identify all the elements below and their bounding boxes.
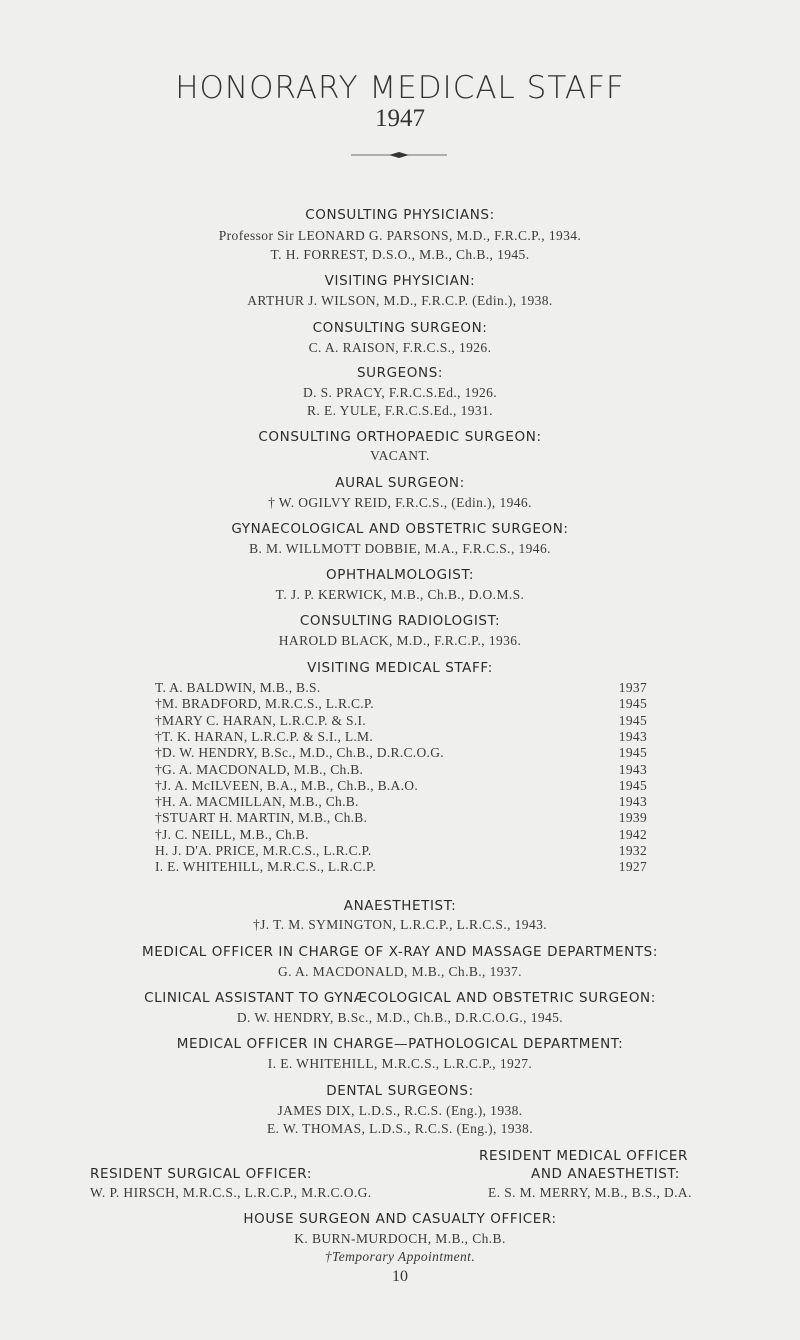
staff-entry: JAMES DIX, L.D.S., R.C.S. (Eng.), 1938.: [277, 1103, 523, 1118]
staff-year: 1943: [618, 761, 647, 777]
staff-row: [155, 778, 647, 794]
staff-row: [155, 696, 647, 712]
staff-year: 1937: [618, 680, 647, 695]
staff-name: H. J. D'A. PRICE, M.R.C.S., L.R.C.P.: [155, 843, 372, 858]
staff-name: †T. K. HARAN, L.R.C.P. & S.I., L.M.: [155, 728, 374, 744]
staff-name: †G. A. MACDONALD, M.B., Ch.B.: [155, 761, 364, 777]
staff-entry: D. W. HENDRY, B.Sc., M.D., Ch.B., D.R.C.O.G., 1945.: [236, 1010, 564, 1025]
staff-name: †J. A. McILVEEN, B.A., M.B., Ch.B., B.A.O.: [155, 777, 418, 793]
staff-year: 1939: [618, 810, 647, 826]
staff-entry: I. E. WHITEHILL, M.R.C.S., L.R.C.P., 1927.: [267, 1056, 533, 1071]
staff-entry: G. A. MACDONALD, M.B., Ch.B., 1937.: [278, 964, 522, 979]
dental-heading: DENTAL SURGEONS:: [326, 1083, 474, 1099]
xray-heading: MEDICAL OFFICER IN CHARGE OF X-RAY AND MASSAGE DEPARTMENTS:: [141, 944, 659, 960]
staff-row: [155, 827, 647, 843]
staff-year: 1943: [618, 794, 647, 810]
staff-row: [155, 680, 647, 696]
house-surgeon-heading: HOUSE SURGEON AND CASUALTY OFFICER:: [243, 1211, 557, 1227]
aural-surgeon-heading: AURAL SURGEON:: [335, 475, 465, 491]
staff-year: 1932: [618, 843, 647, 858]
staff-name: †D. W. HENDRY, B.Sc., M.D., Ch.B., D.R.C.O.G.: [155, 745, 444, 761]
staff-name: †M. BRADFORD, M.R.C.S., L.R.C.P.: [155, 696, 374, 712]
staff-entry: W. P. HIRSCH, M.R.C.S., L.R.C.P., M.R.C.O.G.: [90, 1185, 372, 1200]
gynaecological-heading: GYNAECOLOGICAL AND OBSTETRIC SURGEON:: [231, 521, 569, 537]
staff-entry: HAROLD BLACK, M.D., F.R.C.P., 1936.: [278, 633, 522, 648]
staff-year: 1945: [618, 777, 647, 793]
staff-year: 1945: [618, 712, 647, 728]
radiologist-heading: CONSULTING RADIOLOGIST:: [299, 613, 501, 629]
page-title: HONORARY MEDICAL STAFF: [175, 70, 625, 106]
staff-year: 1942: [618, 826, 647, 842]
staff-row: [155, 794, 647, 810]
staff-entry: D. S. PRACY, F.R.C.S.Ed., 1926.: [302, 385, 498, 400]
staff-name: †STUART H. MARTIN, M.B., Ch.B.: [155, 810, 368, 826]
staff-name: †J. C. NEILL, M.B., Ch.B.: [155, 826, 309, 842]
staff-year: 1943: [618, 728, 647, 744]
staff-year: 1927: [618, 859, 647, 875]
staff-row: [155, 859, 647, 875]
staff-entry: † W. OGILVY REID, F.R.C.S., (Edin.), 1946.: [268, 495, 532, 510]
orthopaedic-heading: CONSULTING ORTHOPAEDIC SURGEON:: [258, 429, 542, 445]
page-year: 1947: [375, 105, 425, 132]
clinical-assistant-heading: CLINICAL ASSISTANT TO GYNÆCOLOGICAL AND OBSTETRIC SURGEON:: [144, 990, 656, 1006]
staff-entry: C. A. RAISON, F.R.C.S., 1926.: [308, 340, 492, 355]
staff-name: †MARY C. HARAN, L.R.C.P. & S.I.: [155, 712, 366, 728]
footnote: †Temporary Appointment.: [324, 1249, 476, 1264]
staff-year: 1945: [618, 696, 647, 712]
staff-name: †H. A. MACMILLAN, M.B., Ch.B.: [155, 794, 359, 810]
pathological-heading: MEDICAL OFFICER IN CHARGE—PATHOLOGICAL DEPARTMENT:: [176, 1036, 624, 1052]
staff-row: [155, 729, 647, 745]
consulting-surgeon-heading: CONSULTING SURGEON:: [312, 320, 488, 336]
staff-row: [155, 843, 647, 859]
staff-entry: R. E. YULE, F.R.C.S.Ed., 1931.: [307, 403, 493, 418]
staff-entry: VACANT.: [370, 448, 430, 463]
visiting-physician-heading: VISITING PHYSICIAN:: [324, 273, 476, 289]
page-number: 10: [392, 1268, 408, 1285]
staff-entry: T. J. P. KERWICK, M.B., Ch.B., D.O.M.S.: [275, 587, 525, 602]
resident-medical-heading: RESIDENT MEDICAL OFFICER: [479, 1148, 688, 1164]
staff-entry: B. M. WILLMOTT DOBBIE, M.A., F.R.C.S., 1946.: [249, 541, 551, 556]
staff-entry: K. BURN-MURDOCH, M.B., Ch.B.: [294, 1231, 506, 1246]
visiting-staff-heading: VISITING MEDICAL STAFF:: [307, 660, 493, 676]
staff-year: 1945: [618, 745, 647, 761]
staff-row: [155, 713, 647, 729]
staff-entry: Professor Sir LEONARD G. PARSONS, M.D., F.R.C.P., 1934.: [218, 228, 582, 243]
staff-entry: E. S. M. MERRY, M.B., B.S., D.A.: [488, 1185, 692, 1200]
staff-entry: E. W. THOMAS, L.D.S., R.C.S. (Eng.), 1938.: [267, 1121, 533, 1136]
divider-ornament: [351, 150, 447, 160]
staff-name: T. A. BALDWIN, M.B., B.S.: [155, 680, 321, 695]
ophthalmologist-heading: OPHTHALMOLOGIST:: [326, 567, 474, 583]
staff-row: [155, 745, 647, 761]
staff-row: [155, 810, 647, 826]
surgeons-heading: SURGEONS:: [356, 365, 444, 381]
resident-medical-heading-cont: AND ANAESTHETIST:: [531, 1166, 680, 1182]
staff-row: [155, 762, 647, 778]
resident-surgical-heading: RESIDENT SURGICAL OFFICER:: [90, 1166, 312, 1182]
staff-name: I. E. WHITEHILL, M.R.C.S., L.R.C.P.: [155, 859, 377, 875]
anaesthetist-heading: ANAESTHETIST:: [343, 898, 457, 914]
consulting-physicians-heading: CONSULTING PHYSICIANS:: [305, 207, 495, 223]
staff-entry: †J. T. M. SYMINGTON, L.R.C.P., L.R.C.S., 1943.: [252, 917, 548, 932]
staff-entry: ARTHUR J. WILSON, M.D., F.R.C.P. (Edin.), 1938.: [247, 293, 553, 308]
staff-entry: T. H. FORREST, D.S.O., M.B., Ch.B., 1945.: [270, 247, 530, 262]
